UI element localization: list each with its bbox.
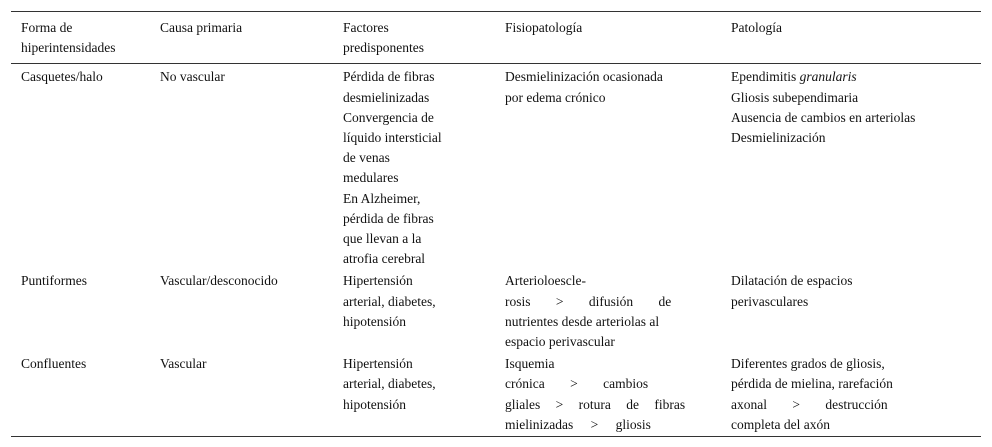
header-forma: Forma de hiperintensidades [21, 20, 116, 56]
table-row [11, 354, 981, 436]
hyperintensities-table-container [11, 11, 981, 437]
header-row [11, 12, 981, 64]
cell-patologia: Ependimitis granularis Gliosis subependimaria Ausencia de cambios en arteriolas Desmielinización [731, 69, 916, 146]
hyperintensities-table [11, 11, 981, 437]
cell-forma: Puntiformes [21, 273, 87, 289]
cell-fisiopatologia: Arterioloescle- rosis > difusión de nutrientes desde arteriolas al espacio perivascular [505, 273, 672, 350]
cell-patologia: Dilatación de espacios perivasculares [731, 273, 853, 309]
cell-forma: Confluentes [21, 356, 87, 372]
cell-factores: Hipertensión arterial, diabetes, hipotensión [343, 273, 436, 329]
header-causa: Causa primaria [160, 20, 243, 35]
cell-patologia: Diferentes grados de gliosis, pérdida de mielina, rarefación axonal > destrucción completa del axón [731, 356, 893, 432]
header-factores: Factores predisponentes [343, 20, 424, 56]
cell-factores: Hipertensión arterial, diabetes, hipotensión [343, 356, 436, 412]
cell-fisiopatologia: Isquemia crónica > cambios gliales > rotura de fibras mielinizadas > gliosis [505, 356, 686, 432]
cell-causa: Vascular/desconocido [160, 273, 278, 289]
header-fisiopatologia: Fisiopatología [505, 20, 583, 35]
cell-causa: Vascular [160, 356, 207, 372]
cell-causa: No vascular [160, 69, 225, 85]
cell-forma: Casquetes/halo [21, 69, 103, 85]
header-patologia: Patología [731, 20, 782, 35]
table-row [11, 271, 981, 354]
cell-fisiopatologia: Desmielinización ocasionada por edema crónico [505, 69, 663, 105]
cell-factores: Pérdida de fibras desmielinizadas Convergencia de líquido intersticial de venas medulares En Alzheimer, pérdida de fibras que llevan a la atrofia cerebral [343, 69, 442, 267]
table-row [11, 64, 981, 272]
